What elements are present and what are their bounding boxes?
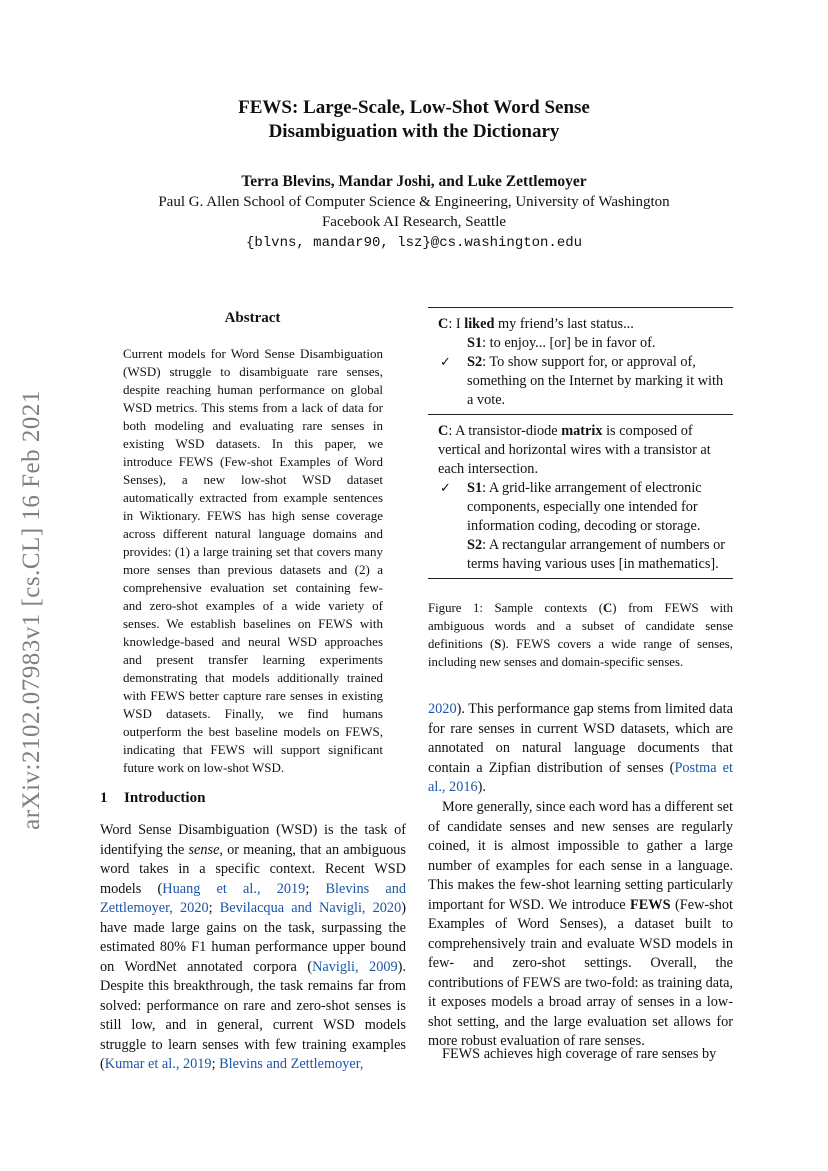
context-label: C <box>438 423 449 439</box>
sense-definition <box>428 536 733 574</box>
author-email[interactable] <box>0 232 828 253</box>
text-run: : I <box>448 316 465 332</box>
intro-paragraph-4: FEWS achieves high coverage of rare senses by <box>442 1046 717 1062</box>
example-context <box>428 315 733 334</box>
context-label: C <box>438 316 449 332</box>
citation-link[interactable]: Kumar et al., 2019 <box>104 1056 212 1072</box>
citation-link[interactable]: 2020 <box>428 701 457 717</box>
example-context <box>428 422 733 479</box>
text-run: (Few-shot Examples of Word Senses), a dataset built to comprehensively train and evaluate WSD models in few- and zero-shot settings. Overall, the contributions of FEWS are two-fold: as training data, it exposes models a broad array of senses in a low-shot setting, and the large evaluation set allows for more robust evaluation of rare senses. <box>428 896 733 1049</box>
sense-text: : To show support for, or approval of, something on the Internet by marking it with a vote. <box>467 354 724 408</box>
text-run: ) have made large gains on the task, surpassing the estimated 80% F1 human performance upper bound on WordNet annotated corpora ( <box>100 900 406 975</box>
emphasis-sense: sense <box>188 841 220 858</box>
text-run: is composed of vertical and horizontal wires with a transistor at each intersection. <box>438 423 711 477</box>
email-text: {blvns, mandar90, lsz}@cs.washington.edu <box>245 235 583 251</box>
author-list: Terra Blevins, Mandar Joshi, and Luke Zettlemoyer <box>241 173 587 190</box>
figure-1 <box>428 307 733 579</box>
text-run: my friend’s last status... <box>494 316 634 332</box>
sense-text: : A grid-like arrangement of electronic components, especially one intended for information coding, decoding or storage. <box>467 480 702 534</box>
section-number: 1 <box>100 790 108 806</box>
text-run: ; <box>305 880 326 897</box>
sense-definition-correct <box>428 353 733 410</box>
target-word: liked <box>464 316 495 332</box>
citation-link[interactable]: Blevins and Zettlemoyer, <box>219 1056 364 1072</box>
checkmark-icon: ✓ <box>440 481 451 496</box>
citation-link[interactable]: Postma et al., 2016 <box>428 759 733 795</box>
caption-bold-c: C <box>602 601 613 615</box>
sense-label: S2 <box>467 537 483 553</box>
citation-link[interactable]: Bevilacqua and Navigli, 2020 <box>219 900 402 916</box>
figure-bottom-rule <box>428 578 733 579</box>
intro-paragraph-2 <box>428 700 733 798</box>
figure-example-liked <box>428 308 733 414</box>
citation-link[interactable]: Huang et al., 2019 <box>162 880 306 897</box>
text-run: ) from FEWS with ambiguous words and a subset of candidate sense definitions ( <box>428 601 733 651</box>
arxiv-stamp <box>10 360 54 860</box>
text-run: ). <box>477 779 486 795</box>
sense-label: S1 <box>467 335 483 351</box>
intro-paragraph-3 <box>428 798 733 1052</box>
sense-definition-correct <box>428 479 733 536</box>
text-run: ). FEWS covers a wide range of senses, including new senses and domain-specific senses. <box>428 637 733 669</box>
text-run: , or meaning, that an ambiguous word takes in a specific context. Recent WSD models ( <box>100 841 406 897</box>
section-heading <box>100 790 205 807</box>
text-run: Figure 1: Sample contexts ( <box>428 601 603 615</box>
checkmark-icon: ✓ <box>440 355 451 370</box>
text-run: ; <box>208 900 220 916</box>
title-line-1: FEWS: Large-Scale, Low-Shot Word Sense <box>238 97 590 118</box>
text-run: ). This performance gap stems from limited data for rare senses in current WSD datasets, which are annotated on natural language documents that contain a Zipfian distribution of senses ( <box>428 701 733 776</box>
citation-link[interactable]: Navigli, 2009 <box>312 958 398 975</box>
citation-link[interactable]: Blevins and Zettlemoyer, 2020 <box>100 880 407 916</box>
sense-text: : to enjoy... [or] be in favor of. <box>482 335 656 351</box>
arxiv-identifier: arXiv:2102.07983v1 [cs.CL] 16 Feb 2021 <box>18 390 45 830</box>
sense-label: S2 <box>467 354 483 370</box>
fews-bold: FEWS <box>630 896 671 913</box>
text-run: ; <box>211 1056 220 1072</box>
figure-caption <box>428 599 733 671</box>
abstract-heading: Abstract <box>224 310 281 326</box>
section-title: Introduction <box>124 790 206 806</box>
intro-paragraph-1 <box>100 821 406 1075</box>
sense-text: : A rectangular arrangement of numbers or terms having various uses [in mathematics]. <box>467 537 726 572</box>
text-run: Word Sense Disambiguation (WSD) is the task of identifying the <box>100 822 406 858</box>
title-line-2: Disambiguation with the Dictionary <box>268 121 560 142</box>
figure-example-matrix <box>428 415 733 578</box>
target-word: matrix <box>561 423 603 439</box>
abstract-body: Current models for Word Sense Disambiguation (WSD) struggle to disambiguate rare senses, despite reaching human performance on global WSD metrics. This stems from a lack of data for both modeling and evaluating rare senses in existing WSD datasets. In this paper, we introduce FEWS (Few-shot Examples of Word Senses), a new low-shot WSD dataset automatically extracted from example sentences in Wiktionary. FEWS has high sense coverage across different natural language domains and provides: (1) a large training set that covers many more senses than previous datasets and (2) a comprehensive evaluation set containing few- and zero-shot examples of a wide variety of senses. We establish baselines on FEWS with knowledge-based and neural WSD approaches and present transfer learning experiments demonstrating that models additionally trained with FEWS better capture rare senses in existing WSD datasets. Finally, we find humans outperform the best baseline models on FEWS, indicating that FEWS will support significant future work on low-shot WSD. <box>123 346 383 775</box>
caption-bold-s: S <box>494 637 502 651</box>
sense-label: S1 <box>467 480 483 496</box>
sense-definition <box>428 334 733 353</box>
paper-title <box>0 96 828 144</box>
text-run: More generally, since each word has a different set of candidate senses and new senses are regularly coined, it is almost impossible to gather a large number of examples for each sense in a language. This makes the few-shot learning setting particularly important for WSD. We introduce <box>428 799 733 913</box>
text-run: : A transistor-diode <box>448 423 562 439</box>
text-run: ). Despite this breakthrough, the task remains far from solved: performance on rare and zero-shot senses is still low, and in general, current WSD models struggle to learn senses with few training examples ( <box>100 958 406 1072</box>
affiliation-1: Paul G. Allen School of Computer Science & Engineering, University of Washington <box>158 194 670 210</box>
affiliation-2: Facebook AI Research, Seattle <box>321 214 507 230</box>
